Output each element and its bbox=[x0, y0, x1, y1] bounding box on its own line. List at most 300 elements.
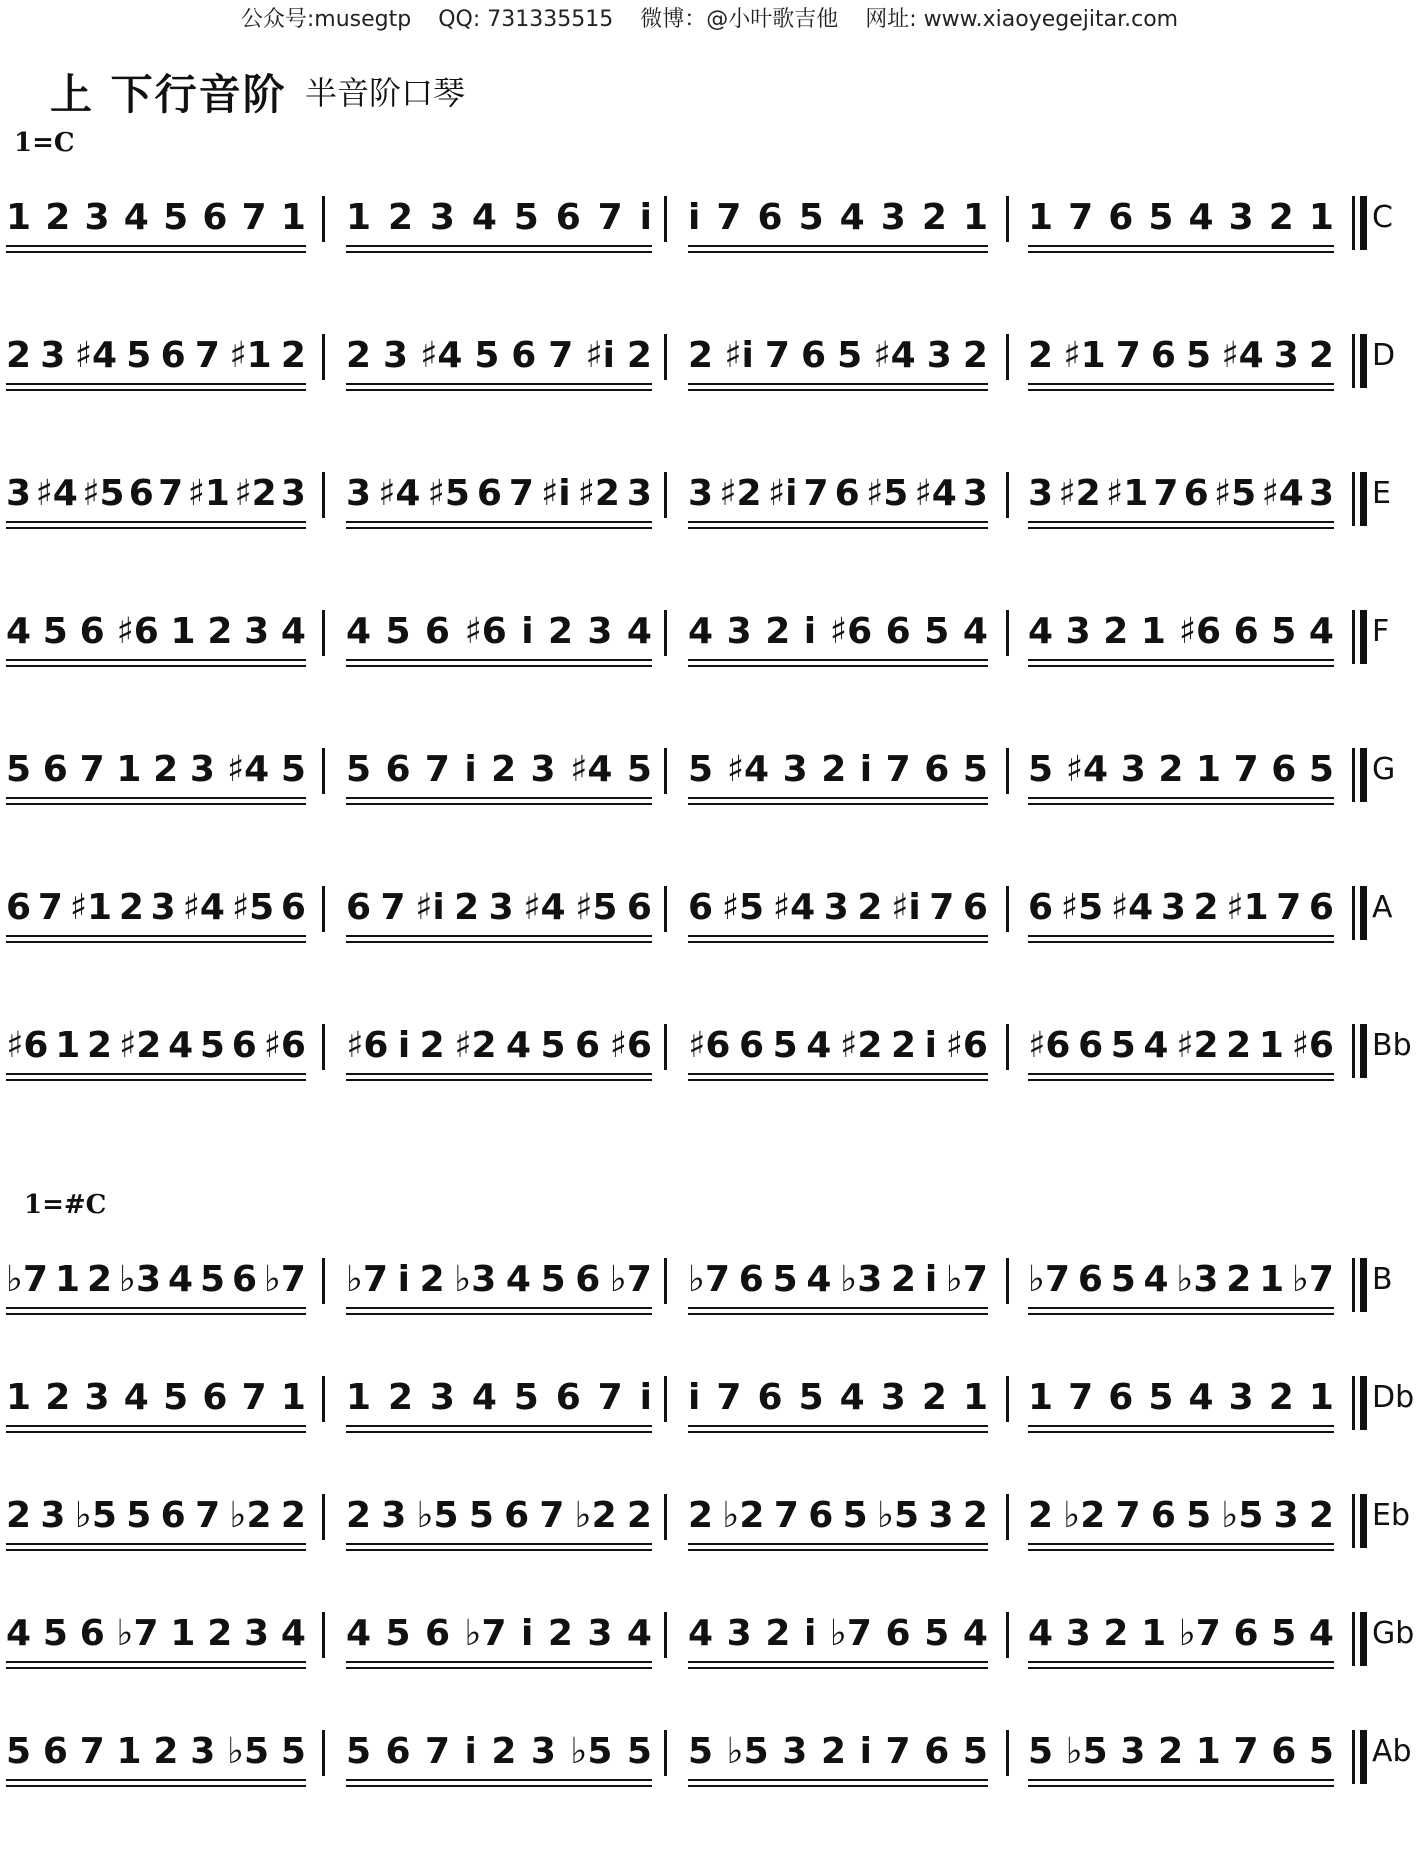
final-barline bbox=[1352, 1258, 1368, 1312]
measure-notes bbox=[6, 612, 306, 652]
measure bbox=[1028, 1378, 1334, 1458]
beam-underline bbox=[688, 527, 988, 529]
note: 6 bbox=[231, 1025, 257, 1066]
measure bbox=[688, 474, 988, 554]
beam-underline bbox=[688, 383, 988, 385]
note: i bbox=[397, 1025, 411, 1066]
measure bbox=[346, 198, 652, 278]
measure-notes bbox=[1028, 198, 1334, 238]
note: 1 bbox=[1028, 1377, 1054, 1418]
scale-row bbox=[0, 178, 1419, 296]
measure bbox=[346, 750, 652, 830]
note: 6 bbox=[962, 887, 988, 928]
barline bbox=[664, 1612, 667, 1658]
measure-notes bbox=[1028, 1496, 1334, 1536]
beam-underline bbox=[6, 935, 306, 937]
note: i bbox=[464, 749, 477, 790]
note: i bbox=[639, 197, 652, 238]
measure bbox=[688, 888, 988, 968]
note: 2 bbox=[765, 611, 791, 652]
note: i bbox=[639, 1377, 652, 1418]
beam-underline bbox=[688, 1425, 988, 1427]
measure bbox=[688, 1260, 988, 1340]
measure bbox=[1028, 1496, 1334, 1576]
beam-underline bbox=[1028, 521, 1334, 523]
note: ♭5 bbox=[416, 1495, 459, 1536]
note: 3 bbox=[40, 335, 66, 376]
measure bbox=[688, 750, 988, 830]
barline bbox=[1006, 1024, 1009, 1070]
note: 6 bbox=[202, 1377, 228, 1418]
note: 7 bbox=[885, 1731, 911, 1772]
note: 6 bbox=[424, 611, 450, 652]
measure-notes bbox=[1028, 612, 1334, 652]
note: 6 bbox=[504, 1495, 530, 1536]
barline bbox=[322, 1494, 325, 1540]
note: 7 bbox=[158, 473, 184, 514]
note: 5 bbox=[626, 749, 652, 790]
note: 4 bbox=[1188, 1377, 1214, 1418]
beam-underline bbox=[1028, 1779, 1334, 1781]
note: 5 bbox=[6, 749, 32, 790]
measure bbox=[1028, 1026, 1334, 1106]
measure bbox=[1028, 474, 1334, 554]
measure-notes bbox=[346, 1732, 652, 1772]
note: 6 bbox=[1271, 749, 1297, 790]
note: 7 bbox=[1068, 1377, 1094, 1418]
note: 3 bbox=[190, 1731, 216, 1772]
note: 3 bbox=[1120, 1731, 1146, 1772]
note: 5 bbox=[280, 1731, 306, 1772]
note: 7 bbox=[79, 1731, 105, 1772]
scale-row bbox=[0, 454, 1419, 572]
measure bbox=[6, 1378, 306, 1458]
note: 6 bbox=[1028, 887, 1054, 928]
measure-notes bbox=[6, 1496, 306, 1536]
beam-underline bbox=[346, 1661, 652, 1663]
note: 2 bbox=[1193, 887, 1219, 928]
note: 1 bbox=[170, 1613, 196, 1654]
beam-underline bbox=[688, 1661, 988, 1663]
note: 2 bbox=[1158, 749, 1184, 790]
note: 4 bbox=[280, 611, 306, 652]
beam-underline bbox=[1028, 1661, 1334, 1663]
note: ♯5 bbox=[865, 473, 909, 514]
note: 2 bbox=[45, 197, 71, 238]
weibo-text: 微博：@小叶歌吉他 bbox=[640, 7, 839, 32]
barline bbox=[664, 1024, 667, 1070]
note: 3 bbox=[381, 1495, 407, 1536]
note: 3 bbox=[244, 611, 270, 652]
row-key-label: G bbox=[1372, 752, 1396, 787]
note: i bbox=[803, 611, 817, 652]
scale-row bbox=[0, 316, 1419, 434]
note: ♭7 bbox=[263, 1259, 306, 1300]
note: 3 bbox=[880, 1377, 906, 1418]
note: 3 bbox=[189, 749, 215, 790]
note: 6 bbox=[739, 1025, 765, 1066]
beam-underline bbox=[1028, 251, 1334, 253]
note: ♯6 bbox=[688, 1025, 731, 1066]
note: 1 bbox=[962, 1377, 988, 1418]
beam-underline bbox=[6, 1661, 306, 1663]
note: ♭2 bbox=[229, 1495, 272, 1536]
note: 4 bbox=[505, 1259, 531, 1300]
beam-underline bbox=[6, 1307, 306, 1309]
note: ♯i bbox=[585, 335, 615, 376]
barline bbox=[664, 1258, 667, 1304]
note: 6 bbox=[575, 1259, 601, 1300]
note: i bbox=[924, 1259, 938, 1300]
scale-row bbox=[0, 1006, 1419, 1124]
note: 4 bbox=[167, 1259, 193, 1300]
note: ♭3 bbox=[454, 1259, 497, 1300]
measure bbox=[1028, 888, 1334, 968]
note: 5 bbox=[1308, 1731, 1334, 1772]
note: 1 bbox=[1259, 1259, 1285, 1300]
note: 1 bbox=[1140, 611, 1166, 652]
note: ♯6 bbox=[116, 611, 159, 652]
note: 6 bbox=[1233, 1613, 1259, 1654]
barline bbox=[322, 748, 325, 794]
beam-underline bbox=[1028, 1425, 1334, 1427]
note: 7 bbox=[37, 887, 63, 928]
note: 5 bbox=[163, 197, 189, 238]
note: 2 bbox=[962, 1495, 988, 1536]
note: 2 bbox=[1308, 1495, 1334, 1536]
note: 5 bbox=[1271, 611, 1297, 652]
note: 2 bbox=[921, 1377, 947, 1418]
note: 6 bbox=[385, 749, 411, 790]
beam-underline bbox=[688, 389, 988, 391]
beam-underline bbox=[6, 1313, 306, 1315]
measure-notes bbox=[1028, 750, 1334, 790]
note: 2 bbox=[857, 887, 883, 928]
note: 5 bbox=[385, 611, 411, 652]
note: 7 bbox=[773, 1495, 799, 1536]
note: 7 bbox=[764, 335, 790, 376]
note: ♯5 bbox=[231, 887, 275, 928]
note: i bbox=[464, 1731, 477, 1772]
note: 1 bbox=[6, 197, 32, 238]
note: 5 bbox=[924, 611, 950, 652]
note: 2 bbox=[387, 197, 413, 238]
note: 5 bbox=[540, 1025, 566, 1066]
note: ♯5 bbox=[721, 887, 765, 928]
beam-underline bbox=[1028, 665, 1334, 667]
beam-underline bbox=[688, 1549, 988, 1551]
note: 5 bbox=[1186, 335, 1212, 376]
note: ♭7 bbox=[688, 1259, 731, 1300]
note: 6 bbox=[575, 1025, 601, 1066]
beam-underline bbox=[1028, 797, 1334, 799]
note: 6 bbox=[128, 473, 154, 514]
note: 5 bbox=[772, 1025, 798, 1066]
note: 6 bbox=[1183, 473, 1209, 514]
note: 3 bbox=[726, 611, 752, 652]
barline bbox=[1006, 1258, 1009, 1304]
note: 3 bbox=[1228, 1377, 1254, 1418]
note: 5 bbox=[842, 1495, 868, 1536]
final-barline bbox=[1352, 1376, 1368, 1430]
barline bbox=[1006, 196, 1009, 242]
measure-notes bbox=[346, 750, 652, 790]
note: 4 bbox=[506, 1025, 532, 1066]
note: 7 bbox=[885, 749, 911, 790]
note: 2 bbox=[1028, 335, 1054, 376]
note: 2 bbox=[454, 887, 480, 928]
note: ♯4 bbox=[914, 473, 957, 514]
beam-underline bbox=[6, 1543, 306, 1545]
note: 1 bbox=[1195, 1731, 1221, 1772]
note: i bbox=[688, 197, 701, 238]
barline bbox=[322, 334, 325, 380]
measure-notes bbox=[346, 1260, 652, 1300]
note: 5 bbox=[42, 611, 68, 652]
beam-underline bbox=[6, 1785, 306, 1787]
note: 3 bbox=[1065, 1613, 1091, 1654]
note: 6 bbox=[688, 887, 714, 928]
barline bbox=[322, 886, 325, 932]
page-subtitle: 半音阶口琴 bbox=[305, 74, 466, 112]
barline bbox=[1006, 1612, 1009, 1658]
measure bbox=[6, 888, 306, 968]
final-barline bbox=[1352, 1024, 1368, 1078]
note: 3 bbox=[587, 611, 613, 652]
note: 4 bbox=[6, 611, 32, 652]
note: ♯6 bbox=[6, 1025, 49, 1066]
note: 7 bbox=[241, 197, 267, 238]
beam-underline bbox=[346, 1431, 652, 1433]
qq-text: QQ: 731335515 bbox=[438, 7, 614, 32]
measure-notes bbox=[1028, 888, 1334, 928]
note: ♭3 bbox=[840, 1259, 883, 1300]
beam-underline bbox=[346, 803, 652, 805]
note: i bbox=[521, 611, 534, 652]
measure-notes bbox=[6, 1026, 306, 1066]
note: 5 bbox=[688, 749, 714, 790]
barline bbox=[1006, 334, 1009, 380]
note: 2 bbox=[962, 335, 988, 376]
measure-notes bbox=[688, 612, 988, 652]
beam-underline bbox=[688, 665, 988, 667]
note: 3 bbox=[1065, 611, 1091, 652]
note: 3 bbox=[346, 473, 372, 514]
measure-notes bbox=[1028, 1732, 1334, 1772]
beam-underline bbox=[346, 383, 652, 385]
note: i bbox=[521, 1613, 534, 1654]
barline bbox=[1006, 886, 1009, 932]
note: 5 bbox=[126, 335, 152, 376]
final-barline bbox=[1352, 886, 1368, 940]
note: 6 bbox=[79, 611, 105, 652]
barline bbox=[664, 472, 667, 518]
note: ♭7 bbox=[1291, 1259, 1334, 1300]
barline bbox=[1006, 1376, 1009, 1422]
final-barline bbox=[1352, 748, 1368, 802]
note: 3 bbox=[1308, 473, 1334, 514]
note: 3 bbox=[782, 749, 808, 790]
note: 3 bbox=[150, 887, 176, 928]
measure-notes bbox=[6, 336, 306, 376]
website-text: 网址: www.xiaoyegejitar.com bbox=[865, 7, 1179, 32]
note: 1 bbox=[346, 1377, 372, 1418]
note: ♯4 bbox=[523, 887, 566, 928]
note: ♯4 bbox=[226, 749, 270, 790]
note: 2 bbox=[280, 1495, 306, 1536]
scale-row bbox=[0, 592, 1419, 710]
note: i bbox=[859, 749, 873, 790]
note: 5 bbox=[1148, 1377, 1174, 1418]
note: 6 bbox=[801, 335, 827, 376]
scale-row bbox=[0, 1358, 1419, 1476]
beam-underline bbox=[346, 1425, 652, 1427]
note: 3 bbox=[530, 1731, 556, 1772]
note: 2 bbox=[387, 1377, 413, 1418]
note: ♯5 bbox=[427, 473, 470, 514]
row-key-label: Gb bbox=[1372, 1616, 1415, 1651]
note: 2 bbox=[688, 335, 714, 376]
measure-notes bbox=[688, 198, 988, 238]
note: 5 bbox=[474, 335, 500, 376]
note: 6 bbox=[834, 473, 860, 514]
measure-notes bbox=[346, 1026, 652, 1066]
beam-underline bbox=[6, 1549, 306, 1551]
measure bbox=[1028, 1732, 1334, 1812]
barline bbox=[664, 748, 667, 794]
note: 5 bbox=[540, 1259, 566, 1300]
note: ♯2 bbox=[118, 1025, 162, 1066]
note: ♭7 bbox=[1178, 1613, 1221, 1654]
note: i bbox=[688, 1377, 701, 1418]
measure-notes bbox=[688, 1732, 988, 1772]
measure-notes bbox=[1028, 1614, 1334, 1654]
note: 7 bbox=[803, 473, 829, 514]
measure-notes bbox=[6, 1732, 306, 1772]
note: 2 bbox=[118, 887, 144, 928]
beam-underline bbox=[688, 1785, 988, 1787]
note: 6 bbox=[79, 1613, 105, 1654]
beam-underline bbox=[346, 245, 652, 247]
note: ♯4 bbox=[873, 335, 916, 376]
note: ♯6 bbox=[829, 611, 873, 652]
note: 3 bbox=[926, 335, 952, 376]
note: ♯4 bbox=[1221, 335, 1264, 376]
note: ♯6 bbox=[609, 1025, 652, 1066]
note: 4 bbox=[346, 611, 372, 652]
note: 2 bbox=[765, 1613, 791, 1654]
row-key-label: Eb bbox=[1372, 1498, 1410, 1533]
note: ♭3 bbox=[118, 1259, 161, 1300]
measure-notes bbox=[346, 1614, 652, 1654]
note: ♯4 bbox=[1110, 887, 1154, 928]
note: 7 bbox=[424, 749, 450, 790]
beam-underline bbox=[1028, 1313, 1334, 1315]
note: 4 bbox=[6, 1613, 32, 1654]
beam-underline bbox=[6, 797, 306, 799]
measure bbox=[346, 474, 652, 554]
note: 5 bbox=[468, 1495, 494, 1536]
measure bbox=[6, 474, 306, 554]
note: 5 bbox=[385, 1613, 411, 1654]
note: 2 bbox=[280, 335, 306, 376]
note: 1 bbox=[55, 1025, 81, 1066]
page-title: 上 下行音阶 bbox=[50, 70, 287, 119]
measure-notes bbox=[6, 1378, 306, 1418]
note: 4 bbox=[626, 611, 652, 652]
beam-underline bbox=[6, 245, 306, 247]
beam-underline bbox=[1028, 1543, 1334, 1545]
row-key-label: Ab bbox=[1372, 1734, 1412, 1769]
note: 6 bbox=[160, 1495, 186, 1536]
beam-underline bbox=[688, 1073, 988, 1075]
note: ♯6 bbox=[346, 1025, 389, 1066]
beam-underline bbox=[688, 251, 988, 253]
note: 1 bbox=[1028, 197, 1054, 238]
note: 6 bbox=[1150, 335, 1176, 376]
note: 1 bbox=[280, 197, 306, 238]
beam-underline bbox=[1028, 527, 1334, 529]
measure bbox=[1028, 198, 1334, 278]
measure bbox=[1028, 612, 1334, 692]
measure bbox=[346, 1260, 652, 1340]
measure bbox=[346, 336, 652, 416]
note: ♯1 bbox=[69, 887, 113, 928]
note: 3 bbox=[429, 197, 455, 238]
barline bbox=[664, 1376, 667, 1422]
note: ♯i bbox=[414, 887, 445, 928]
beam-underline bbox=[688, 245, 988, 247]
scale-row bbox=[0, 1594, 1419, 1712]
measure-notes bbox=[6, 198, 306, 238]
note: ♭7 bbox=[1028, 1259, 1071, 1300]
note: 7 bbox=[597, 197, 623, 238]
note: 1 bbox=[116, 1731, 142, 1772]
note: ♯i bbox=[767, 473, 798, 514]
measure bbox=[6, 1260, 306, 1340]
beam-underline bbox=[346, 797, 652, 799]
note: 2 bbox=[1226, 1025, 1252, 1066]
barline bbox=[322, 610, 325, 656]
measure-notes bbox=[346, 336, 652, 376]
measure-notes bbox=[688, 1260, 988, 1300]
note: ♯5 bbox=[1213, 473, 1257, 514]
beam-underline bbox=[346, 1073, 652, 1075]
beam-underline bbox=[1028, 1073, 1334, 1075]
final-barline bbox=[1352, 196, 1368, 250]
note: 3 bbox=[688, 473, 714, 514]
beam-underline bbox=[688, 935, 988, 937]
note: ♯6 bbox=[1028, 1025, 1071, 1066]
barline bbox=[664, 1494, 667, 1540]
scale-row bbox=[0, 1240, 1419, 1358]
note: 5 bbox=[346, 749, 372, 790]
measure bbox=[688, 336, 988, 416]
note: 2 bbox=[419, 1259, 445, 1300]
measure-notes bbox=[688, 474, 988, 514]
note: 7 bbox=[1115, 1495, 1141, 1536]
note: ♭5 bbox=[570, 1731, 613, 1772]
beam-underline bbox=[6, 521, 306, 523]
note: 5 bbox=[346, 1731, 372, 1772]
note: 3 bbox=[626, 473, 652, 514]
measure bbox=[6, 1732, 306, 1812]
note: 5 bbox=[962, 1731, 988, 1772]
note: 2 bbox=[547, 1613, 573, 1654]
note: 6 bbox=[385, 1731, 411, 1772]
note: 6 bbox=[555, 197, 581, 238]
note: ♯4 bbox=[35, 473, 78, 514]
